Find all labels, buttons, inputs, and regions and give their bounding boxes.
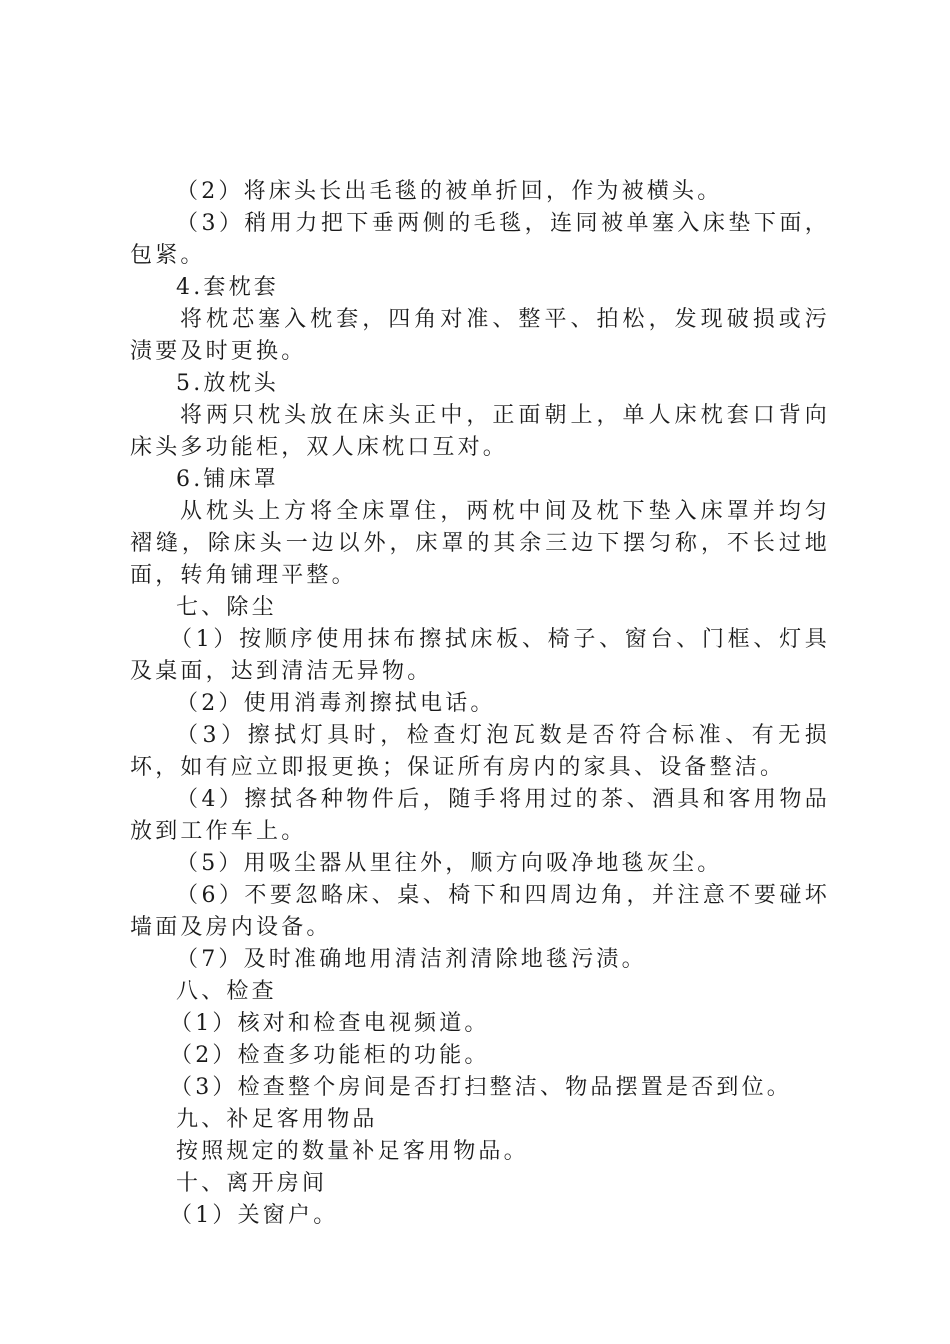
section-heading: 4.套枕套 — [176, 275, 279, 300]
section-heading: 6.铺床罩 — [176, 467, 279, 492]
paragraph: （3）擦拭灯具时，检查灯泡瓦数是否符合标准、有无损坏，如有应立即报更换；保证所有房内的家具、设备整洁。 — [130, 723, 830, 780]
paragraph: （1）关窗户。 — [170, 1203, 339, 1228]
paragraph: （2）将床头长出毛毯的被单折回，作为被横头。 — [176, 179, 723, 204]
paragraph: （7）及时准确地用清洁剂清除地毯污渍。 — [176, 947, 647, 972]
section-heading: 十、离开房间 — [176, 1171, 328, 1196]
section-heading: 七、除尘 — [176, 595, 277, 620]
paragraph: （6）不要忽略床、桌、椅下和四周边角，并注意不要碰坏墙面及房内设备。 — [130, 883, 830, 940]
paragraph: （4）擦拭各种物件后，随手将用过的茶、酒具和客用物品放到工作车上。 — [130, 787, 830, 844]
paragraph: 从枕头上方将全床罩住，两枕中间及枕下垫入床罩并均匀褶缝，除床头一边以外，床罩的其余三边下摆匀称，不长过地面，转角铺理平整。 — [130, 499, 830, 588]
section-heading: 八、检查 — [176, 979, 277, 1004]
section-heading: 5.放枕头 — [176, 371, 279, 396]
paragraph: 将两只枕头放在床头正中，正面朝上，单人床枕套口背向床头多功能柜，双人床枕口互对。 — [130, 403, 830, 460]
section-heading: 九、补足客用物品 — [176, 1107, 378, 1132]
paragraph: （2）使用消毒剂擦拭电话。 — [176, 691, 496, 716]
paragraph: （5）用吸尘器从里往外，顺方向吸净地毯灰尘。 — [176, 851, 723, 876]
paragraph: （3）稍用力把下垂两侧的毛毯，连同被单塞入床垫下面，包紧。 — [130, 211, 830, 268]
paragraph: （3）检查整个房间是否打扫整洁、物品摆置是否到位。 — [170, 1075, 792, 1100]
paragraph: （1）按顺序使用抹布擦拭床板、椅子、窗台、门框、灯具及桌面，达到清洁无异物。 — [130, 627, 830, 684]
paragraph: （1）核对和检查电视频道。 — [170, 1011, 490, 1036]
paragraph: 按照规定的数量补足客用物品。 — [176, 1139, 529, 1164]
paragraph: （2）检查多功能柜的功能。 — [170, 1043, 490, 1068]
paragraph: 将枕芯塞入枕套，四角对准、整平、拍松，发现破损或污渍要及时更换。 — [130, 307, 830, 364]
document-body — [130, 176, 830, 1232]
